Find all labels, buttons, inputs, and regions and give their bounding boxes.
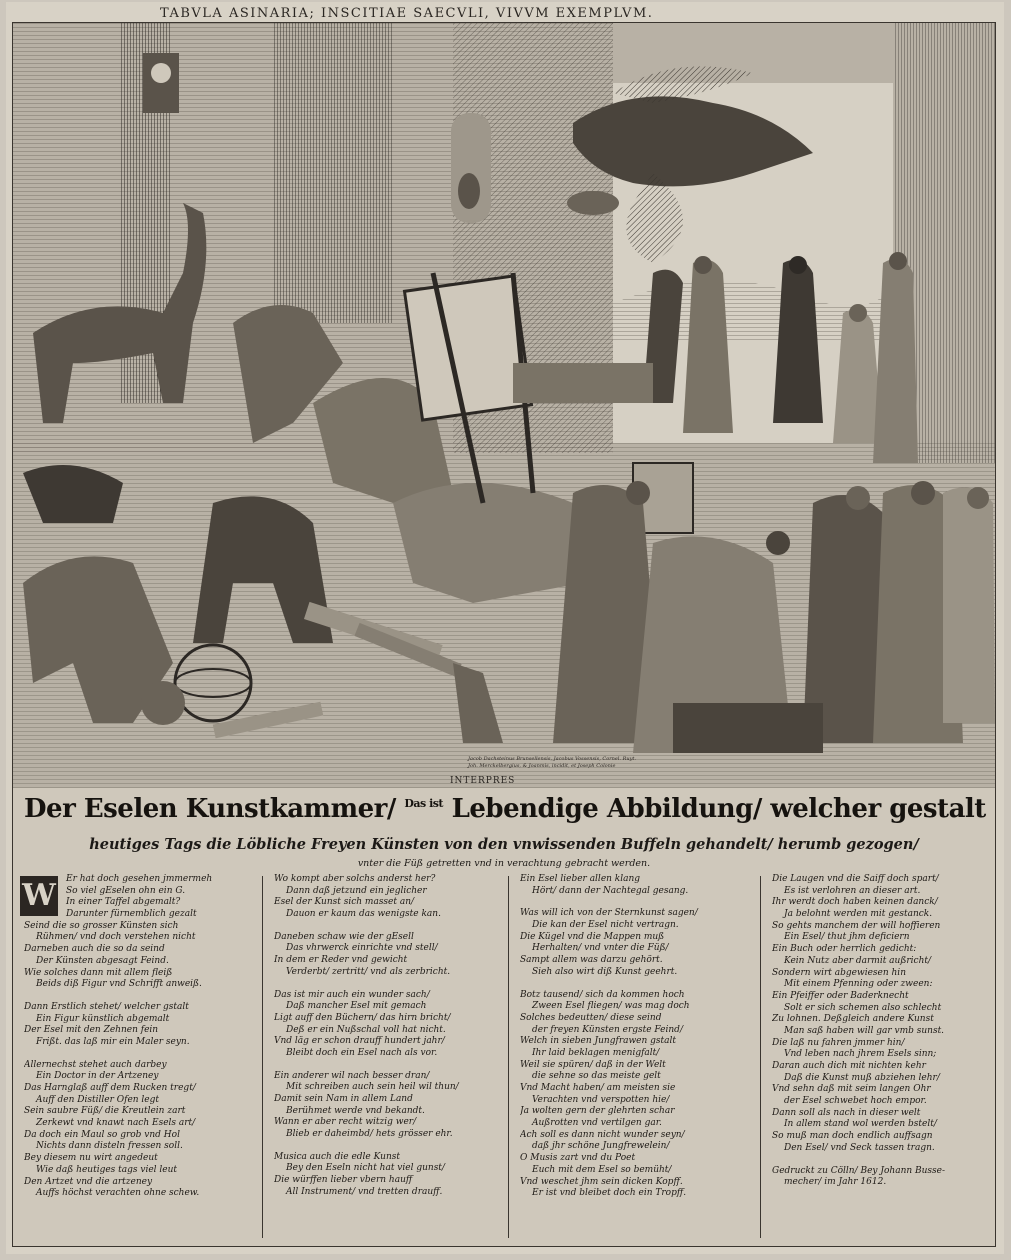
poem-line: Vnd sehn daß mit seim langen Ohr: [772, 1084, 931, 1095]
poem-line: Er hat doch gesehen jmmermeh: [66, 874, 213, 884]
poem-line: Ja belohnt werden mit gestanck.: [784, 909, 933, 920]
poem-column-3: [520, 874, 750, 1244]
poem-line: Dauon er kaum das wenigste kan.: [286, 909, 441, 920]
poem-column-4: [772, 874, 994, 1244]
poem-line: Dann soll als nach in dieser welt: [772, 1107, 921, 1118]
poem-line: Vnd weschet jhm sein dicken Kopff.: [520, 1176, 683, 1187]
poem-line: Ein anderer wil nach besser dran/: [274, 1070, 430, 1081]
stanza-gap: [24, 1049, 254, 1060]
column-divider: [508, 876, 509, 1238]
poem-line: Ein Doctor in der Artzeney: [36, 1071, 159, 1082]
poem-line: Wann er aber recht witzig wer/: [274, 1117, 417, 1128]
table: [513, 363, 653, 403]
poem-line: daß jhr schöne Jungfrewelein/: [532, 1141, 670, 1152]
poem-line: Ihr werdt doch haben keinen danck/: [772, 897, 938, 908]
poem-line: Da doch ein Maul so grob vnd Hol: [24, 1129, 180, 1140]
poem-line: Daß die Kunst muß abziehen lehr/: [784, 1072, 940, 1083]
poem-line: Außrotten vnd vertilgen gar.: [532, 1118, 662, 1129]
poem-line: Berühmet werde vnd bekandt.: [286, 1105, 425, 1116]
poem-line: Herhalten/ vnd vnter die Füß/: [532, 943, 669, 954]
poem-line: Ja wolten gern der glehrten schar: [520, 1106, 675, 1117]
poem-line: Hört/ dann der Nachtegal gesang.: [532, 885, 689, 896]
poem-line: Vnd läg er schon drauff hundert jahr/: [274, 1036, 445, 1047]
poem-line: Was will ich von der Sternkunst sagen/: [520, 908, 698, 919]
poem-line: Wie daß heutiges tags viel leut: [36, 1164, 178, 1175]
column-divider: [262, 876, 263, 1238]
poem-line: So gehts manchem der will hoffieren: [772, 920, 941, 931]
poem-line: Gedruckt zu Cölln/ Bey Johann Busse-: [772, 1165, 946, 1176]
poem-line: Mit schreiben auch sein heil wil thun/: [286, 1082, 459, 1093]
stanza-gap: [24, 991, 254, 1002]
poem-line: Auff den Distiller Ofen legt: [36, 1094, 160, 1105]
poem-line: Bey diesem nu wirt angedeut: [24, 1153, 158, 1164]
engraving-credit: [468, 756, 698, 770]
poem-line: Deß er ein Nußschal voll hat nicht.: [286, 1024, 446, 1035]
interpres-label: INTERPRES: [450, 776, 516, 786]
poem-line: Wie solches dann mit allem fleiß: [24, 967, 173, 978]
poem-line: So muß man doch endlich auffsagn: [772, 1131, 933, 1142]
poem-line: In allem stand wol werden bstelt/: [784, 1119, 937, 1130]
poem-line: In einer Taffel abgemalt?: [66, 897, 181, 908]
poem-line: Euch mit dem Esel so bemüht/: [532, 1164, 672, 1175]
poem-line: Esel der Kunst sich masset an/: [274, 897, 415, 908]
poem-line: Mit einem Pfenning oder zween:: [784, 979, 933, 990]
stanza-gap: [274, 921, 496, 932]
poem-line: Vnd Macht haben/ am meisten sie: [520, 1083, 676, 1093]
poem-line: Dann daß jetzund ein jeglicher: [286, 885, 427, 896]
engraving-picture: [12, 22, 996, 790]
poem-line: mecher/ im Jahr 1612.: [784, 1177, 887, 1188]
poem-line: Solches bedeutten/ diese seind: [520, 1012, 662, 1023]
poem-line: Welch in sieben Jungfrawen gstalt: [520, 1036, 677, 1047]
poem-line: So viel gEselen ohn ein G.: [66, 885, 186, 896]
poem-line: Auffs höchst verachten ohne schew.: [36, 1188, 200, 1199]
poem-line: Darneben auch die so da seind: [24, 944, 165, 955]
poem-line: Ein Figur künstlich abgemalt: [36, 1013, 170, 1024]
poem-line: Rühmen/ vnd doch verstehen nicht: [36, 932, 196, 943]
title-part-1: Der Eselen Kunstkammer/: [24, 794, 396, 824]
vase: [458, 173, 480, 209]
poem-line: Die Kügel vnd die Mappen muß: [520, 931, 665, 942]
poem-line: Die würffen lieber vbern hauff: [274, 1175, 413, 1186]
poem-line: die sehne so das meiste gelt: [532, 1071, 661, 1082]
poem-line: Das ist mir auch ein wunder sach/: [274, 989, 430, 1000]
poem-line: Das vhrwerck einrichte vnd stell/: [286, 943, 438, 954]
poem-line: Seind die so grosser Künsten sich: [24, 920, 179, 931]
poem-line: Damit sein Nam in allem Land: [274, 1094, 413, 1104]
title-small: Das ist: [404, 797, 444, 810]
poem-line: Die kan der Esel nicht vertragn.: [532, 920, 679, 931]
poem-line: Die laß nu fahren jmmer hin/: [772, 1037, 905, 1048]
poem-line: Botz tausend/ sich da kommen hoch: [520, 989, 685, 1000]
poem-line: Solt er sich schemen also schlecht: [784, 1002, 942, 1013]
poem-line: Verderbt/ zertritt/ vnd als zerbricht.: [286, 966, 451, 977]
subtitle-second-line: vnter die Füß getretten vnd in verachtung gebracht werden.: [357, 858, 651, 869]
poem-line: Den Esel/ vnd Seck tassen tragn.: [784, 1142, 935, 1153]
poem-line: Musica auch die edle Kunst: [274, 1151, 400, 1162]
credit-line-2: Joh. Merckelbergius, & Joanmis, incidit, et Joseph Colonie: [468, 763, 616, 769]
poem-line: Wo kompt aber solchs anderst her?: [274, 874, 436, 884]
poem-line: Daneben schaw wie der gEsell: [274, 931, 414, 942]
poem-line: Nichts dann disteln fressen soll.: [36, 1141, 183, 1152]
poem-line: Ligt auff den Büchern/ das hirn bricht/: [274, 1012, 451, 1023]
poem-line: Frißt. das laß mir ein Maler seyn.: [36, 1036, 190, 1047]
credit-line-1: Jacob Dachsteinus Brunsellensis, Jacobus Vossensis, Cornel. Ruyt.: [468, 756, 636, 762]
poem-line: Kein Nutz aber darmit außricht/: [784, 955, 932, 966]
print-title: TABVLA ASINARIA; INSCITIAE SAECVLI, VIVVM EXEMPLVM.: [160, 6, 654, 21]
poem-line: Verachten vnd verspotten hie/: [532, 1094, 670, 1105]
poem-line: Er ist vnd bleibet doch ein Tropff.: [532, 1188, 687, 1199]
poem-line: Blieb er daheimbd/ hets grösser ehr.: [286, 1129, 453, 1140]
poem-line: Ein Esel/ thut jhm deficiern: [784, 932, 910, 943]
poem-line: All Instrument/ vnd tretten drauff.: [286, 1186, 443, 1197]
poem-line: Sieh also wirt diß Kunst geehrt.: [532, 966, 678, 977]
poem-line: Darunter fürnemblich gezalt: [66, 909, 197, 920]
poem-line: Sampt allem was darzu gehört.: [520, 955, 663, 966]
poem-line: Vnd leben nach jhrem Esels sinn;: [784, 1049, 937, 1060]
poem-line: Allernechst stehet auch darbey: [24, 1059, 167, 1070]
poem-line: Bey den Eseln nicht hat viel gunst/: [286, 1163, 445, 1174]
stanza-gap: [274, 1060, 496, 1071]
poem-line: Beids diß Figur vnd Schrifft anweiß.: [36, 979, 202, 990]
poem-line: der Esel schwebet hoch empor.: [784, 1096, 927, 1107]
poem-line: Man saß haben will gar vmb sunst.: [784, 1025, 945, 1036]
poem-line: Dann Erstlich stehet/ welcher gstalt: [24, 1001, 189, 1012]
stanza-gap: [520, 897, 750, 908]
poem-line: In dem er Reder vnd gewicht: [274, 955, 408, 966]
stanza-gap: [274, 1141, 496, 1152]
poem-line: Zerkewt vnd knawt nach Esels art/: [36, 1118, 196, 1129]
subtitle: heutiges Tags die Löbliche Freyen Künsten von den vnwissenden Buffeln gehandelt/ herumb gezogen/: [89, 836, 919, 853]
poem-column-2: [274, 874, 496, 1244]
poem-line: Ihr laid beklagen menigfalt/: [532, 1047, 660, 1058]
poem-line: Ach soll es dann nicht wunder seyn/: [520, 1129, 685, 1140]
poem-line: Zween Esel fliegen/ was mag doch: [532, 1001, 690, 1012]
poem-line: Das Harnglaß auff dem Rucken tregt/: [24, 1083, 196, 1093]
poem-line: Zu lohnen. Deßgleich andere Kunst: [772, 1014, 934, 1025]
poem-line: Ein Buch oder herrlich gedicht:: [772, 944, 917, 955]
poem-line: Sein saubre Füß/ die Kreutlein zart: [24, 1106, 186, 1117]
decorated-initial: W: [20, 876, 58, 916]
poem-line: Daß mancher Esel mit gemach: [286, 1001, 427, 1012]
poem-line: Die Laugen vnd die Saiff doch spart/: [772, 874, 939, 884]
poem-line: Daran auch dich mit nichten kehr: [772, 1061, 926, 1071]
column-divider: [760, 876, 761, 1238]
stanza-gap: [772, 1155, 994, 1166]
poem-line: Weil sie spüren/ daß in der Welt: [520, 1059, 666, 1070]
poem-line: Sondern wirt abgewiesen hin: [772, 967, 906, 978]
poem-line: Bleibt doch ein Esel nach als vor.: [286, 1047, 438, 1058]
poem-line: der freyen Künsten ergste Feind/: [532, 1024, 683, 1035]
poem-column-1: [24, 874, 254, 1244]
stanza-gap: [520, 979, 750, 990]
poem-line: Den Artzet vnd die artzeney: [24, 1176, 153, 1187]
poem-line: Es ist verlohren an dieser art.: [784, 885, 921, 896]
poem-line: O Musis zart vnd du Poet: [520, 1153, 636, 1164]
center-wall: [273, 23, 393, 323]
poem-line: Ein Esel lieber allen klang: [520, 874, 641, 884]
poem-line: Der Künsten abgesagt Feind.: [36, 955, 169, 966]
poem-line: Der Esel mit den Zehnen fein: [24, 1025, 159, 1036]
stanza-gap: [274, 979, 496, 990]
poem-line: Ein Pfeiffer oder Baderknecht: [772, 990, 909, 1001]
title-part-2: Lebendige Abbildung/ welcher gestalt: [451, 794, 986, 824]
main-title: [24, 794, 994, 824]
